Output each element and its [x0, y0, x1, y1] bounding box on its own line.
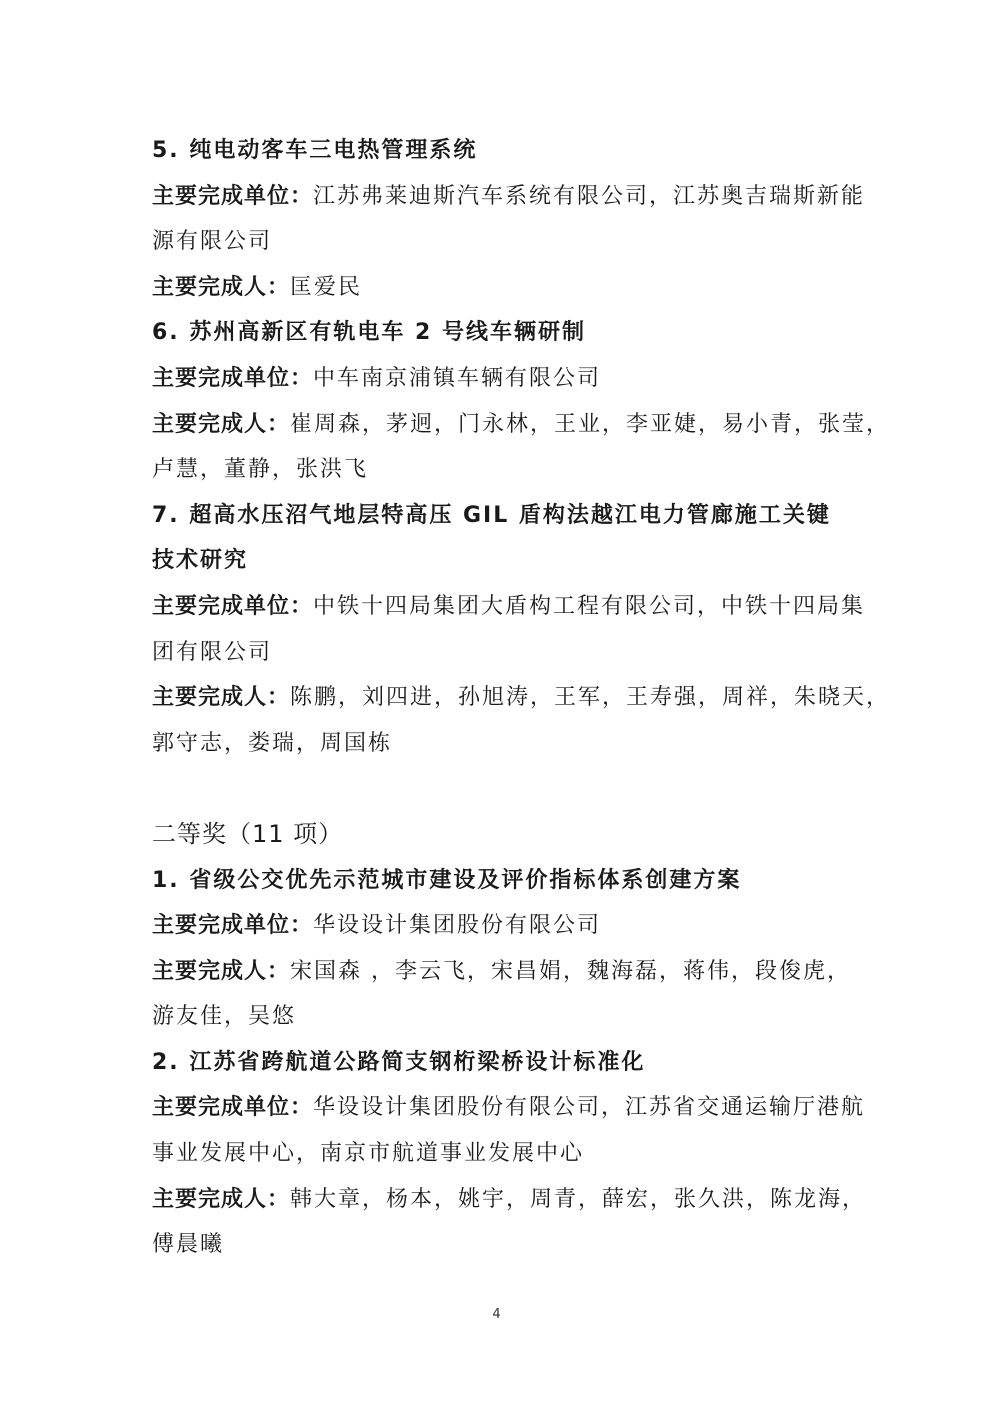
- unit-value: 江苏弗莱迪斯汽车系统有限公司，江苏奥吉瑞斯新能: [313, 183, 866, 209]
- people-continuation: 卢慧，董静，张洪飞: [152, 457, 369, 483]
- unit-continuation: 团有限公司: [152, 639, 273, 665]
- people-line: [152, 265, 842, 311]
- section-heading: 二等奖（11 项）: [152, 819, 344, 848]
- people-value: 陈鹏，刘四进，孙旭涛，王军，王寿强，周祥，朱晓天，: [290, 685, 891, 711]
- unit-continuation: 源有限公司: [152, 229, 273, 255]
- people-line: [152, 402, 891, 448]
- unit-line: [152, 903, 842, 949]
- people-label: 主要完成人：: [152, 1186, 291, 1212]
- unit-continuation: 事业发展中心，南京市航道事业发展中心: [152, 1141, 585, 1167]
- section-spacer: [152, 766, 842, 812]
- people-label: 主要完成人：: [152, 411, 291, 437]
- unit-line: [152, 584, 866, 630]
- unit-label: 主要完成单位：: [152, 913, 314, 939]
- unit-label: 主要完成单位：: [152, 593, 314, 619]
- people-continuation: 郭守志，娄瑞，周国栋: [152, 730, 393, 756]
- page-number: 4: [492, 1307, 501, 1322]
- people-value: 崔周森，茅迥，门永林，王业，李亚婕，易小青，张莹，: [290, 411, 891, 437]
- unit-label: 主要完成单位：: [152, 183, 314, 209]
- people-continuation: 游友佳，吴悠: [152, 1004, 297, 1030]
- unit-label: 主要完成单位：: [152, 365, 314, 391]
- unit-label: 主要完成单位：: [152, 1095, 314, 1121]
- item-title: 2. 江苏省跨航道公路简支钢桁梁桥设计标准化: [152, 1049, 646, 1075]
- unit-line: [152, 1085, 866, 1131]
- people-label: 主要完成人：: [152, 685, 291, 711]
- people-line: [152, 1177, 867, 1223]
- unit-value: 华设设计集团股份有限公司: [313, 913, 602, 939]
- item-title: 7. 超高水压沼气地层特高压 GIL 盾构法越江电力管廊施工关键: [152, 502, 831, 528]
- item-title-continuation: 技术研究: [152, 548, 249, 574]
- people-line: [152, 949, 852, 995]
- unit-line: [152, 356, 842, 402]
- people-label: 主要完成人：: [152, 274, 291, 300]
- item-title: 6. 苏州高新区有轨电车 2 号线车辆研制: [152, 320, 586, 346]
- unit-value: 中铁十四局集团大盾构工程有限公司，中铁十四局集: [313, 593, 866, 619]
- people-continuation: 傅晨曦: [152, 1232, 225, 1258]
- unit-value: 华设设计集团股份有限公司，江苏省交通运输厅港航: [313, 1095, 866, 1121]
- people-label: 主要完成人：: [152, 958, 291, 984]
- people-value: 匡爱民: [290, 274, 363, 300]
- people-value: 韩大章，杨本，姚宇，周青，薛宏，张久洪，陈龙海，: [290, 1186, 867, 1212]
- people-line: [152, 675, 891, 721]
- item-title: 5. 纯电动客车三电热管理系统: [152, 138, 478, 163]
- unit-line: [152, 174, 866, 220]
- unit-value: 中车南京浦镇车辆有限公司: [313, 365, 602, 391]
- document-body: [152, 128, 891, 1268]
- item-title: 1. 省级公交优先示范城市建设及评价指标体系创建方案: [152, 867, 742, 893]
- people-value: 宋国森 ，李云飞，宋昌娟，魏海磊，蒋伟，段俊虎，: [290, 958, 852, 984]
